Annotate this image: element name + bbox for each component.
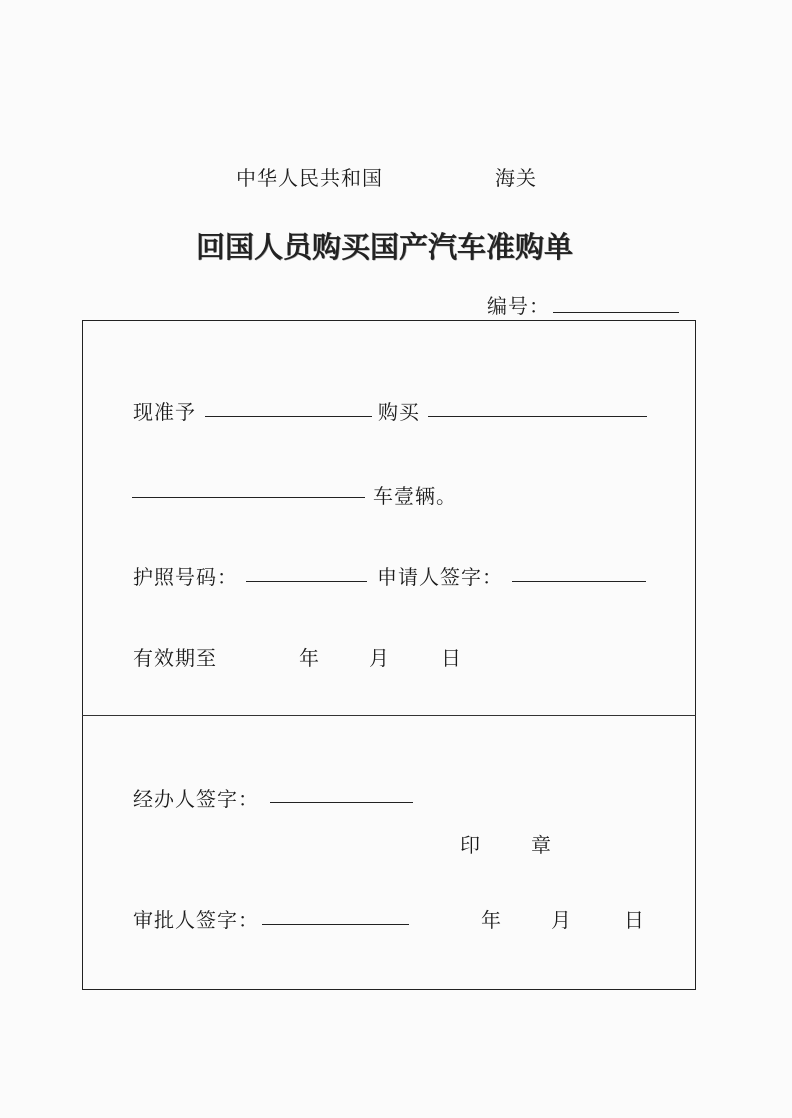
- seal-label-1: 印: [460, 833, 481, 857]
- approver-signature-field[interactable]: [262, 924, 409, 925]
- passport-number-field[interactable]: [246, 581, 367, 582]
- approval-day: 日: [624, 908, 645, 932]
- passport-number-label: 护照号码：: [133, 565, 238, 589]
- approver-signature-label: 审批人签字：: [133, 908, 259, 932]
- seal-label-2: 章: [531, 833, 552, 857]
- serial-number-label: 编号：: [487, 294, 550, 318]
- vehicle-model-field[interactable]: [132, 497, 365, 498]
- approval-year: 年: [481, 908, 502, 932]
- buy-label: 购买: [378, 400, 420, 424]
- grantee-name-field[interactable]: [205, 416, 372, 417]
- vehicle-count-text: 车壹辆。: [373, 484, 457, 508]
- applicant-signature-field[interactable]: [512, 581, 646, 582]
- handler-signature-label: 经办人签字：: [133, 787, 259, 811]
- header-country: 中华人民共和国: [236, 166, 383, 190]
- approval-month: 月: [551, 908, 572, 932]
- valid-until-label: 有效期至: [133, 646, 217, 670]
- valid-until-year: 年: [299, 646, 320, 670]
- applicant-signature-label: 申请人签字：: [377, 565, 503, 589]
- header-customs: 海关: [495, 166, 537, 190]
- section-divider: [82, 715, 696, 716]
- grant-label: 现准予: [133, 400, 196, 424]
- vehicle-brand-field[interactable]: [428, 416, 647, 417]
- serial-number-field[interactable]: [553, 312, 679, 313]
- handler-signature-field[interactable]: [270, 802, 413, 803]
- valid-until-month: 月: [369, 646, 390, 670]
- document-title: 回国人员购买国产汽车准购单: [196, 230, 574, 264]
- valid-until-day: 日: [441, 646, 462, 670]
